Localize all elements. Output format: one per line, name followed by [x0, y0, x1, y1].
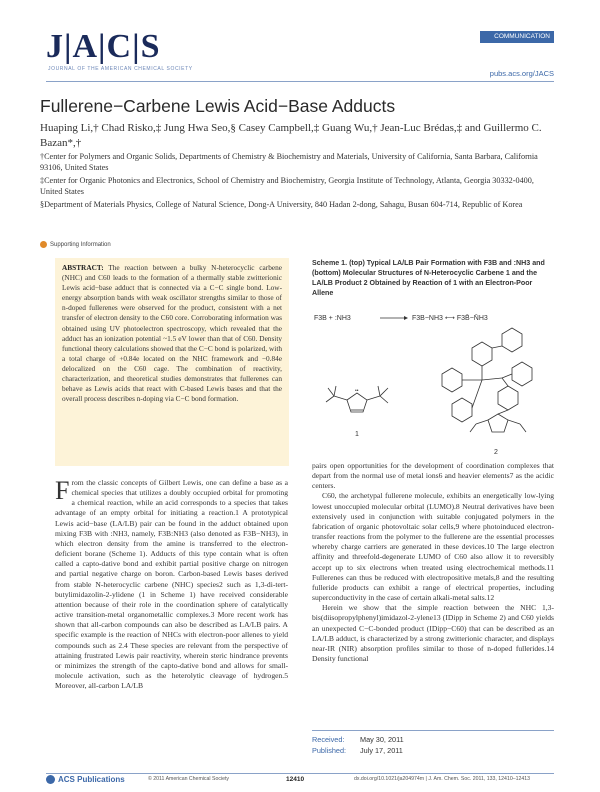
- affiliation-2: ‡Center for Organic Photonics and Electronics, School of Chemistry and Biochemistry, Georgia Institute of Technology, Atlanta, Georgia 30332-0400, United States: [40, 176, 534, 196]
- journal-logo: J|A|C|S: [46, 28, 161, 65]
- carbene-dots: ••: [355, 388, 359, 394]
- header-divider: [46, 81, 554, 82]
- published-row: [312, 745, 554, 756]
- compound-2-structure: [442, 328, 532, 432]
- footer-divider: [46, 773, 554, 774]
- drop-cap: F: [55, 476, 70, 505]
- scheme-figure: [312, 308, 554, 460]
- reaction-arrowhead: [404, 316, 408, 320]
- supporting-info-icon: [40, 241, 47, 248]
- abstract-box: [55, 258, 289, 466]
- article-title: Fullerene−Carbene Lewis Acid−Base Adducts: [40, 96, 396, 116]
- affiliation-1: †Center for Polymers and Organic Solids, Departments of Chemistry & Biochemistry and Materials, University of California, Santa Barbara, California 93106, United States: [40, 152, 538, 172]
- publication-dates: [312, 730, 554, 756]
- supporting-info-link[interactable]: [40, 241, 111, 248]
- author-list: Huaping Li,† Chad Risko,‡ Jung Hwa Seo,§ Casey Campbell,‡ Guang Wu,† Jean-Luc Brédas,‡ and Guillermo C. Bazan*,†: [40, 122, 542, 149]
- received-date: May 30, 2011: [360, 735, 404, 744]
- publisher-logo[interactable]: [46, 775, 125, 784]
- acs-logo-icon: [46, 775, 55, 784]
- body-paragraph-1: rom the classic concepts of Gilbert Lewis, one can define a base as a chemical species that utilizes a doubly occupied orbital for promoting a chemical reaction, while an acid corresponds to a species that takes advantage of an empty orbital for initiating a reaction.1 A prototypical Lewis acid−base (LA/LB) pair can be found in the adduct obtained upon mixing F3B with :NH3, namely, F3B:NH3 (also denoted as F3B−NH3), in which electron density from the amine is transferred to the electron-deficient borane (Scheme 1). Adducts of this type contain what is often called a capto-dative bond and exhibit partial positive charge on nitrogen and partial negative charge on boron. Carbon-based Lewis bases derived from stable N-heterocyclic carbene (NHC) species2 such as 1,3-di-tert-butylimidazolin-2-ylidene (1 in Scheme 1) have received considerable attention because of their role in the coordination sphere of catalytically active transition-metal organometallic complexes.3 More recent work has shown that all-carbon compounds can also be described as LA/LB pairs. A specific example is the reaction of NHCs with electron-poor allenes to yield compounds such as 2.4 These species are relevant from the perspective of attaining frustrated Lewis pair reactivity, wherein steric hindrance prevents or minimizes the strength of the capto-dative bond and allows for small-molecule activation, such as the heterolytic cleavage of hydrogen.5 Moreover, all-carbon LA/LB: [55, 478, 288, 691]
- body-paragraph-3: C60, the archetypal fullerene molecule, exhibits an energetically low-lying lowest unoccupied molecular orbital (LUMO).8 Neutral derivatives have been extensively used in conjunction with suitable conjugated polymers in the fabrication of organic photovoltaic solar cells,9 where photoinduced electron-transfer reactions from the polymer to the fullerene are the essential processes whereby charge carriers are generated in these devices.10 The large electron affinity and threefold-degenerate LUMO of C60 also allow it to reversibly accept up to six electrons when treated using electrochemical methods.11 Fullerenes can thus be reduced with electropositive metals,8 and the resulting fulleride products can exhibit a range of electrical properties, including superconductivity in the case of certain alkali-metal salts.12: [312, 491, 554, 603]
- doi-citation-link[interactable]: dx.doi.org/10.1021/ja204974m | J. Am. Chem. Soc. 2011, 133, 12410–12413: [354, 776, 531, 782]
- journal-url-link[interactable]: pubs.acs.org/JACS: [489, 69, 554, 78]
- publisher-name: ACS Publications: [58, 775, 125, 784]
- body-paragraph-2: pairs open opportunities for the development of coordination complexes that depart from the normal use of metal ions6 and heavier elements7 as the acidic centers.: [312, 461, 554, 491]
- compound-1-label: 1: [355, 431, 359, 438]
- affiliation-3: §Department of Materials Physics, College of Natural Science, Dong-A University, 840 Hadan 2-dong, Sahagu, Busan 604-714, Republic of Korea: [40, 200, 523, 209]
- body-column-left: [55, 478, 288, 691]
- abstract-label: ABSTRACT:: [62, 263, 104, 272]
- supporting-info-label: Supporting Information: [50, 241, 111, 248]
- journal-subtitle: JOURNAL OF THE AMERICAN CHEMICAL SOCIETY: [48, 66, 193, 72]
- published-date: July 17, 2011: [360, 746, 403, 755]
- received-label: Received:: [312, 735, 345, 744]
- received-row: [312, 734, 554, 745]
- body-paragraph-4: Herein we show that the simple reaction between the NHC 1,3-bis(diisopropylphenyl)imidazol-2-ylene13 (IDipp in Scheme 2) and C60 yields an unexpected C−C-bonded product (IDipp−C60) that can be described as an LA/LB adduct, is characterized by a strong zwitterionic character, and displays near-IR (NIR) absorption profiles similar to those of n-doped fullerides.14 Density functional: [312, 603, 554, 663]
- scheme-caption: Scheme 1. (top) Typical LA/LB Pair Formation with F3B and :NH3 and (bottom) Molecular Structures of N-Heterocyclic Carbene 1 and the LA/LB Product 2 Obtained by Reaction of 1 with an Electron-Poor Allene: [312, 259, 545, 297]
- body-column-right: [312, 461, 554, 664]
- published-label: Published:: [312, 746, 347, 755]
- copyright-notice: © 2011 American Chemical Society: [148, 776, 229, 782]
- equation-reactants: F3B + :NH3: [314, 315, 351, 322]
- abstract-text: The reaction between a bulky N-heterocyclic carbene (NHC) and C60 leads to the formation of a thermally stable zwitterionic Lewis acid−base adduct that is connected via a C−C single bond. Low-energy absorption bands with weak oscillator strengths similar to those of n-doped fullerenes were observed for the product, consistent with a net transfer of electron density to the C60 core. Corroborating information was obtained using UV photoelectron spectroscopy, which revealed that the adduct has an ionization potential ~1.5 eV lower than that of C60. Density functional theory calculations showed that the C−C bond is polarized, with a total charge of +0.84e located on the NHC framework and −0.84e delocalized on the C60 cage. The combination of reactivity, characterization, and theoretical studies demonstrates that fullerenes can behave as Lewis acids that react with C-based Lewis bases and that the overall process describes n-doping via C−C bond formation.: [62, 263, 282, 404]
- scheme-drawing: [312, 308, 554, 460]
- compound-2-label: 2: [494, 449, 498, 456]
- page-number: 12410: [286, 776, 305, 783]
- article-type-badge: COMMUNICATION: [480, 31, 554, 43]
- equation-products: F3B−NH3 ⟷ F3B̄−N̄H3: [412, 315, 488, 322]
